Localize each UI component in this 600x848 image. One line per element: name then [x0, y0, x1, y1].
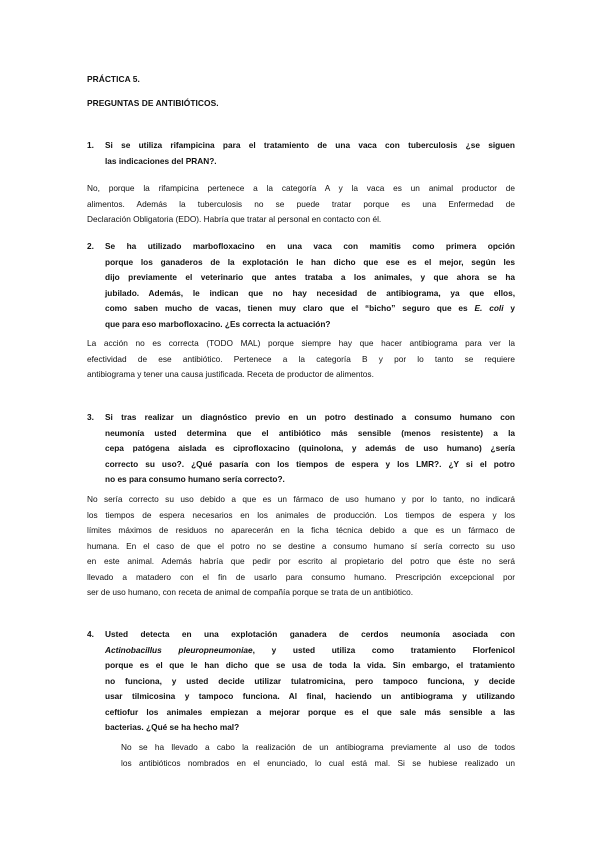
question-number: 4.: [87, 629, 94, 639]
question-3: 3. Si tras realizar un diagnóstico previo en un potro destinado a consumo humano con neumonía usted determina que el antibiótico más sensible (menos resistente) a la cepa patógena aislada es ciprofloxacino (quinolona, y además de uso humano) ¿sería correcto su uso?. ¿Qué pasaría con los tiempos de espera y los LMR?. ¿Y si el potro no es para consumo humano sería correcto?.: [87, 412, 515, 484]
answer-2: La acción no es correcta (TODO MAL) porque siempre hay que hacer antibiograma para ver la efectividad de ese antibiótico. Pertenece a la categoría B y por lo tanto se requiere antibiograma y tener una causa justificada. Receta de productor de alimentos.: [87, 338, 515, 379]
practice-title: PRÁCTICA 5.: [87, 74, 140, 84]
line-with-italic: Actinobacillus pleuropneumoniae, y usted utiliza como tratamiento Florfenicol: [105, 644, 515, 655]
question-number: 1.: [87, 140, 94, 150]
question-2: 2. Se ha utilizado marbofloxacino en una vaca con mamitis como primera opción porque los ganaderos de la explotación le han dicho que ese es el mejor, según les dijo previamente el veterinario que antes trataba a los animales, y que ahora se ha jubilado. Además, le indican que no hay necesidad de antibiograma, ya que ellos, como saben mucho de vacas, tienen muy claro que el “bicho” seguro que es E. coli y que para eso marbofloxacino. ¿Es correcta la actuación?: [87, 241, 515, 329]
answer-4: No se ha llevado a cabo la realización de un antibiograma previamente al uso de todos los antibióticos nombrados en el enunciado, lo cual está mal. Si se hubiese realizado un: [121, 742, 515, 768]
question-1: 1. Si se utiliza rifampicina para el tratamiento de una vaca con tuberculosis ¿se siguen las indicaciones del PRAN?.: [87, 140, 515, 166]
line-with-italic: como saben mucho de vacas, tienen muy claro que el “bicho” seguro que es E. coli y: [105, 303, 515, 313]
section-title: PREGUNTAS DE ANTIBIÓTICOS.: [87, 98, 219, 108]
question-number: 2.: [87, 241, 94, 251]
question-number: 3.: [87, 412, 94, 422]
answer-3: No sería correcto su uso debido a que es un fármaco de uso humano y por lo tanto, no indicará los tiempos de espera necesarios en los animales de producción. Los tiempos de espera y los límites máximos de residuos no aparecerán en la ficha técnica debido a que es un fármaco de humana. En el caso de que el potro no se destine a consumo humano sí sería correcto su uso en este animal. Además habría que pedir por escrito al propietario del potro que éste no será llevado a matadero con el fin de usarlo para consumo humano. Prescripción excepcional por ser de uso humano, con receta de animal de compañía porque se trata de un antibiótico.: [87, 494, 515, 597]
question-4: 4. Usted detecta en una explotación ganadera de cerdos neumonía asociada con Actinobacillus pleuropneumoniae, y usted utiliza como tratamiento Florfenicol porque es el que le han dicho que se usa de toda la vida. Sin embargo, el tratamiento no funciona, y usted decide utilizar tulatromicina, pero tampoco funciona, y decide usar tilmicosina y tampoco funciona. Al final, haciendo un antibiograma y utilizando ceftiofur los animales empiezan a mejorar porque es el que sale más sensible a las bacterias. ¿Qué se ha hecho mal?: [87, 629, 515, 732]
answer-1: No, porque la rifampicina pertenece a la categoría A y la vaca es un animal productor de alimentos. Además la tuberculosis no se puede tratar porque es una Enfermedad de Declaración Obligatoria (EDO). Habría que tratar al personal en contacto con él.: [87, 183, 515, 224]
